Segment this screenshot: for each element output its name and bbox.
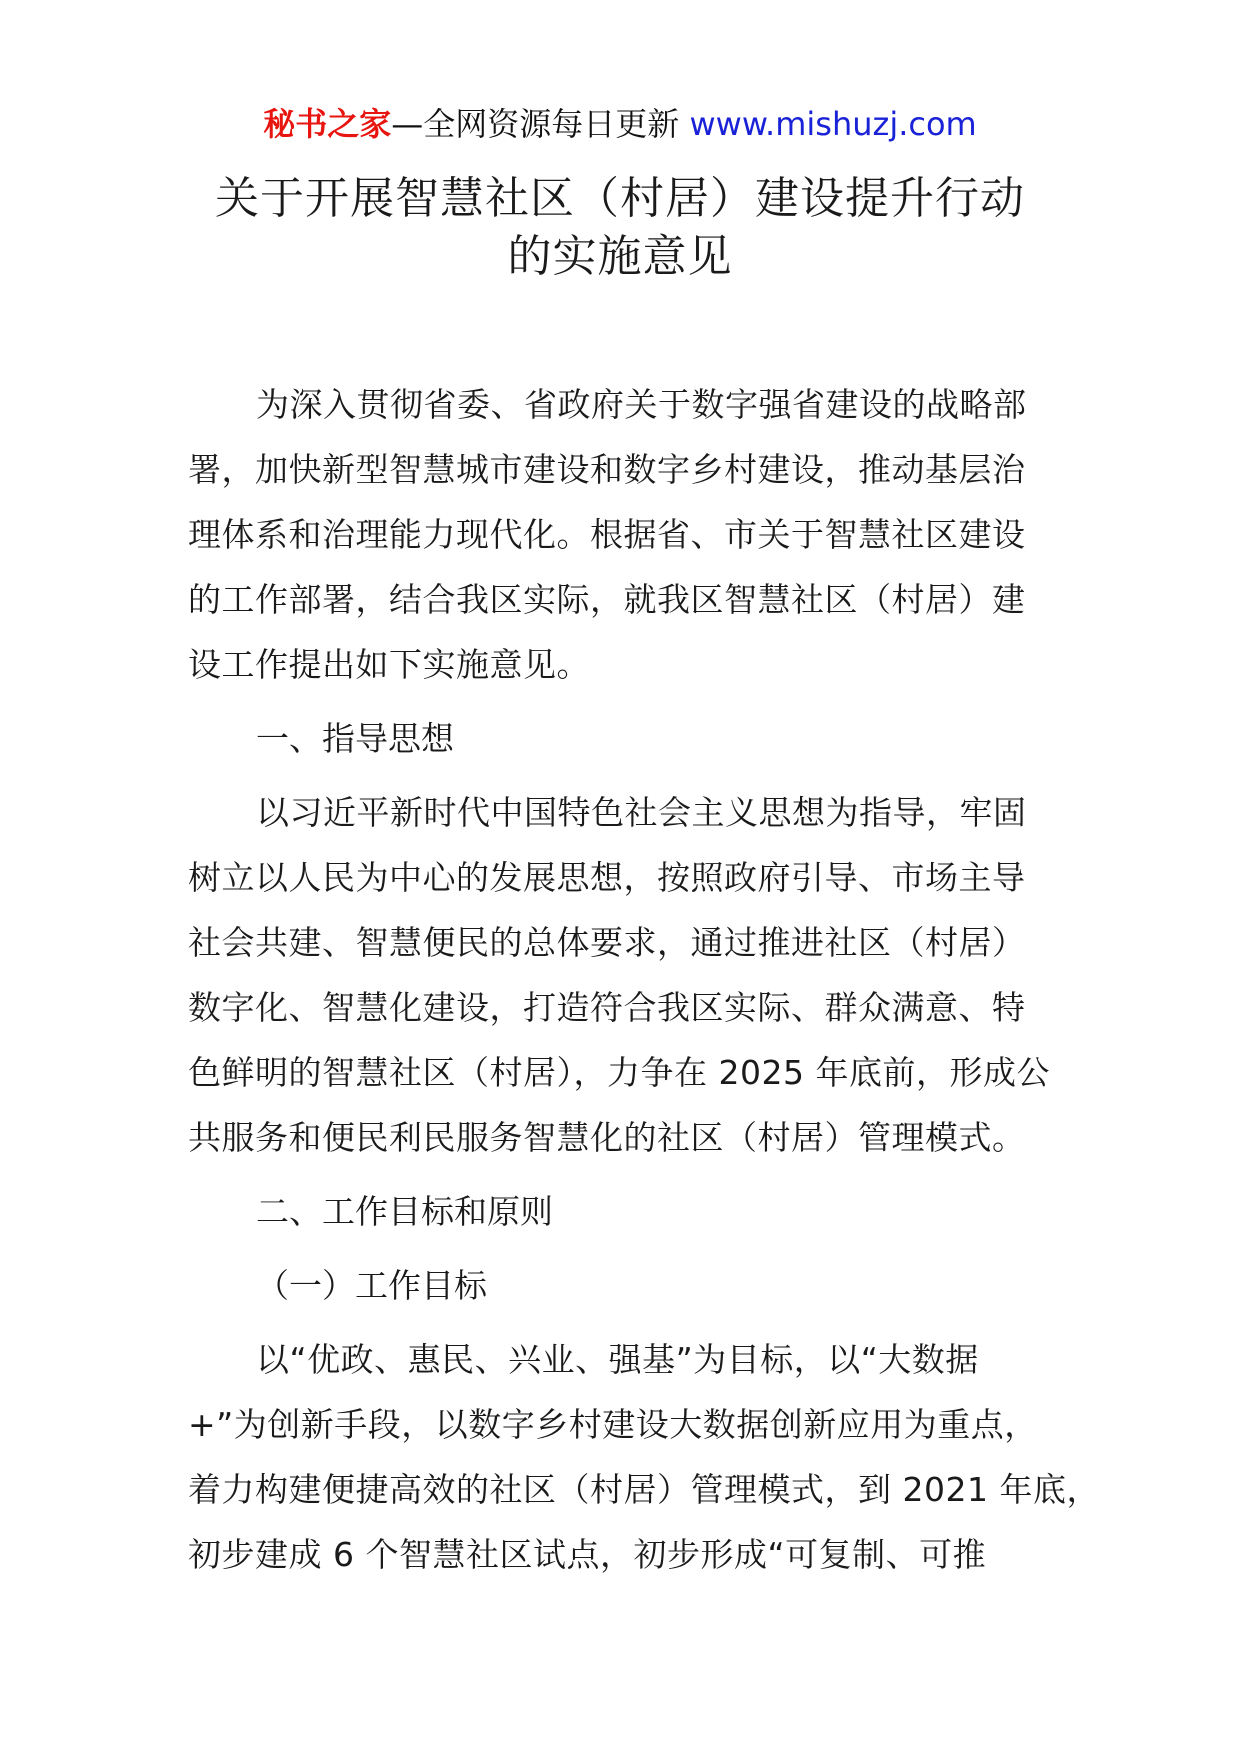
brand-name: 秘书之家	[263, 105, 392, 143]
subsection-heading-goals: （一）工作目标	[256, 1266, 487, 1305]
text-line: 设工作提出如下实施意见。	[188, 645, 590, 684]
text-line: 共服务和便民利民服务智慧化的社区（村居）管理模式。	[188, 1118, 1026, 1157]
title-line-2: 的实施意见	[507, 231, 733, 282]
text-line: 的工作部署，结合我区实际，就我区智慧社区（村居）建	[188, 580, 1026, 619]
intro-paragraph	[188, 372, 1068, 697]
section-heading-goals-principles: 二、工作目标和原则	[256, 1192, 553, 1231]
document-body	[188, 372, 1100, 1587]
text-line: 理体系和治理能力现代化。根据省、市关于智慧社区建设	[188, 515, 1026, 554]
text-line: 社会共建、智慧便民的总体要求，通过推进社区（村居）	[188, 923, 1026, 962]
text-line: 以习近平新时代中国特色社会主义思想为指导，牢固	[256, 793, 1027, 832]
document-title	[150, 170, 1090, 286]
text-line: +”为创新手段，以数字乡村建设大数据创新应用为重点，	[188, 1405, 1038, 1444]
text-line: 以“优政、惠民、兴业、强基”为目标，以“大数据	[256, 1340, 979, 1379]
section-heading-guiding-thought: 一、指导思想	[256, 719, 454, 758]
text-line: 着力构建便捷高效的社区（村居）管理模式，到 2021 年底，	[188, 1470, 1100, 1509]
text-line: 为深入贯彻省委、省政府关于数字强省建设的战略部	[256, 385, 1027, 424]
guiding-thought-paragraph	[188, 780, 1068, 1170]
text-line: 树立以人民为中心的发展思想，按照政府引导、市场主导	[188, 858, 1026, 897]
banner-tagline: —全网资源每日更新	[391, 105, 690, 143]
site-link[interactable]: www.mishuzj.com	[689, 105, 977, 143]
goals-paragraph	[188, 1327, 1100, 1587]
text-line: 色鲜明的智慧社区（村居），力争在 2025 年底前，形成公	[188, 1053, 1050, 1092]
text-line: 署，加快新型智慧城市建设和数字乡村建设，推动基层治	[188, 450, 1026, 489]
site-banner	[0, 102, 1240, 146]
text-line: 初步建成 6 个智慧社区试点，初步形成“可复制、可推	[188, 1535, 987, 1574]
title-line-1: 关于开展智慧社区（村居）建设提升行动	[215, 173, 1025, 224]
text-line: 数字化、智慧化建设，打造符合我区实际、群众满意、特	[188, 988, 1026, 1027]
